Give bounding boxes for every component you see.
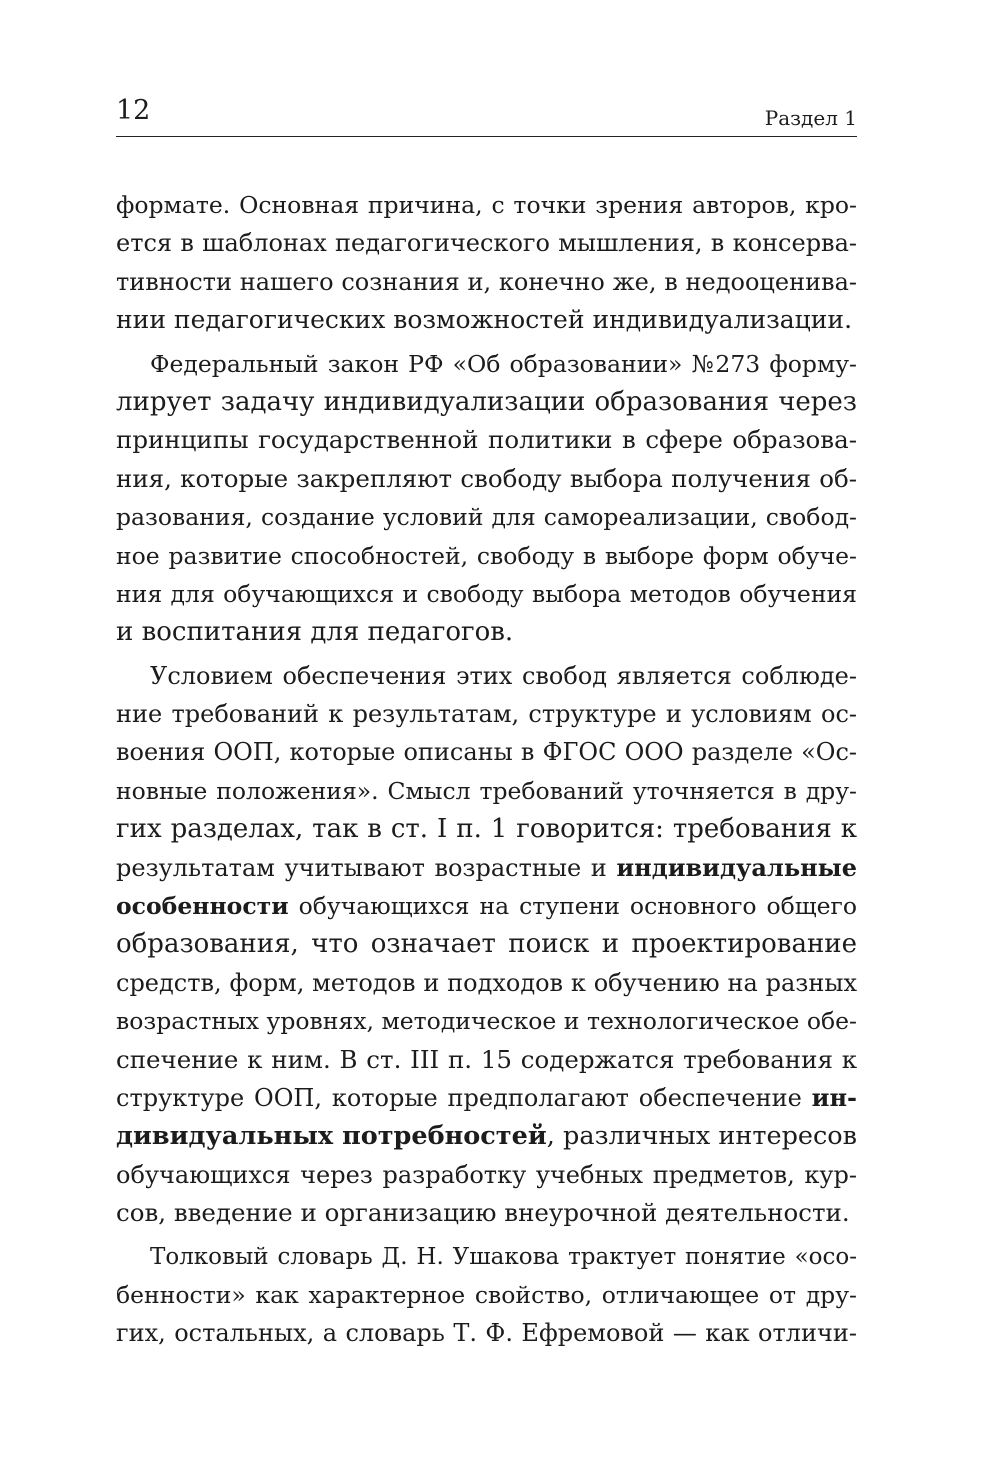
text-line [116, 1079, 857, 1117]
text-line: спечение к ним. В ст. III п. 15 содержатся требования к [116, 1044, 857, 1074]
text-run: , различных интересов [546, 1121, 857, 1152]
text-line: лирует задачу индивидуализации образования через [116, 386, 857, 417]
paragraph [116, 1238, 857, 1353]
text-line: средств, форм, методов и подходов к обучению на разных [116, 968, 857, 997]
text-line: воения ООП, которые описаны в ФГОС ООО разделе «Ос- [116, 738, 857, 767]
text-line: ния, которые закрепляют свободу выбора получения об- [116, 463, 857, 493]
text-line [116, 849, 857, 887]
text-run: результатам учитывают возрастные и [116, 853, 617, 882]
text-line: ется в шаблонах педагогического мышления, в консерва- [116, 229, 857, 258]
text-line: Условием обеспечения этих свобод является соблюде- [150, 661, 857, 690]
text-line: и воспитания для педагогов. [116, 617, 514, 648]
text-line: Толковый словарь Д. Н. Ушакова трактует понятие «осо- [150, 1243, 857, 1270]
text-line: формате. Основная причина, с точки зрения авторов, кро- [116, 191, 857, 219]
text-line [116, 1117, 857, 1155]
text-line: сов, введение и организацию внеурочной деятельности. [116, 1198, 850, 1228]
page-header [116, 94, 857, 137]
text-line: принципы государственной политики в сфере образова- [116, 425, 857, 455]
bold-term: индивидуальные [616, 852, 857, 882]
page-body [116, 186, 857, 1353]
text-line [116, 887, 857, 925]
running-head: Раздел 1 [764, 106, 857, 130]
text-line: гих разделах, так в ст. I п. 1 говорится: требования к [116, 814, 857, 845]
text-line: ния для обучающихся и свободу выбора методов обучения [116, 579, 857, 608]
text-line: обучающихся через разработку учебных предметов, кур- [116, 1160, 857, 1189]
text-line: тивности нашего сознания и, конечно же, в недооценива- [116, 267, 857, 296]
text-line: бенности» как характерное свойство, отличающее от дру- [116, 1280, 857, 1309]
text-run: обучающихся на ступени основного общего [288, 892, 857, 921]
paragraph [116, 186, 857, 340]
text-line: ное развитие способностей, свободу в выборе форм обуче- [116, 541, 857, 570]
bold-term: особенности [116, 892, 289, 921]
text-line: ние требований к результатам, структуре и условиям ос- [116, 700, 857, 729]
text-line: разования, создание условий для самореализации, свобод- [116, 503, 857, 532]
paragraph [116, 657, 857, 1233]
page-number: 12 [116, 95, 151, 126]
text-line: гих, остальных, а словарь Т. Ф. Ефремовой — как отличи- [116, 1319, 857, 1348]
text-line: образования, что означает поиск и проектирование [116, 929, 857, 960]
text-line: нии педагогических возможностей индивидуализации. [116, 305, 853, 335]
bold-term: ин- [811, 1082, 857, 1112]
text-line: Федеральный закон РФ «Об образовании» №273 форму- [150, 349, 857, 378]
text-line: новные положения». Смысл требований уточняется в дру- [116, 776, 857, 805]
text-run: структуре ООП, которые предполагают обеспечение [116, 1083, 812, 1112]
paragraph [116, 345, 857, 652]
bold-term: дивидуальных потребностей [116, 1121, 547, 1152]
text-line: возрастных уровнях, методическое и технологическое обе- [116, 1007, 857, 1036]
